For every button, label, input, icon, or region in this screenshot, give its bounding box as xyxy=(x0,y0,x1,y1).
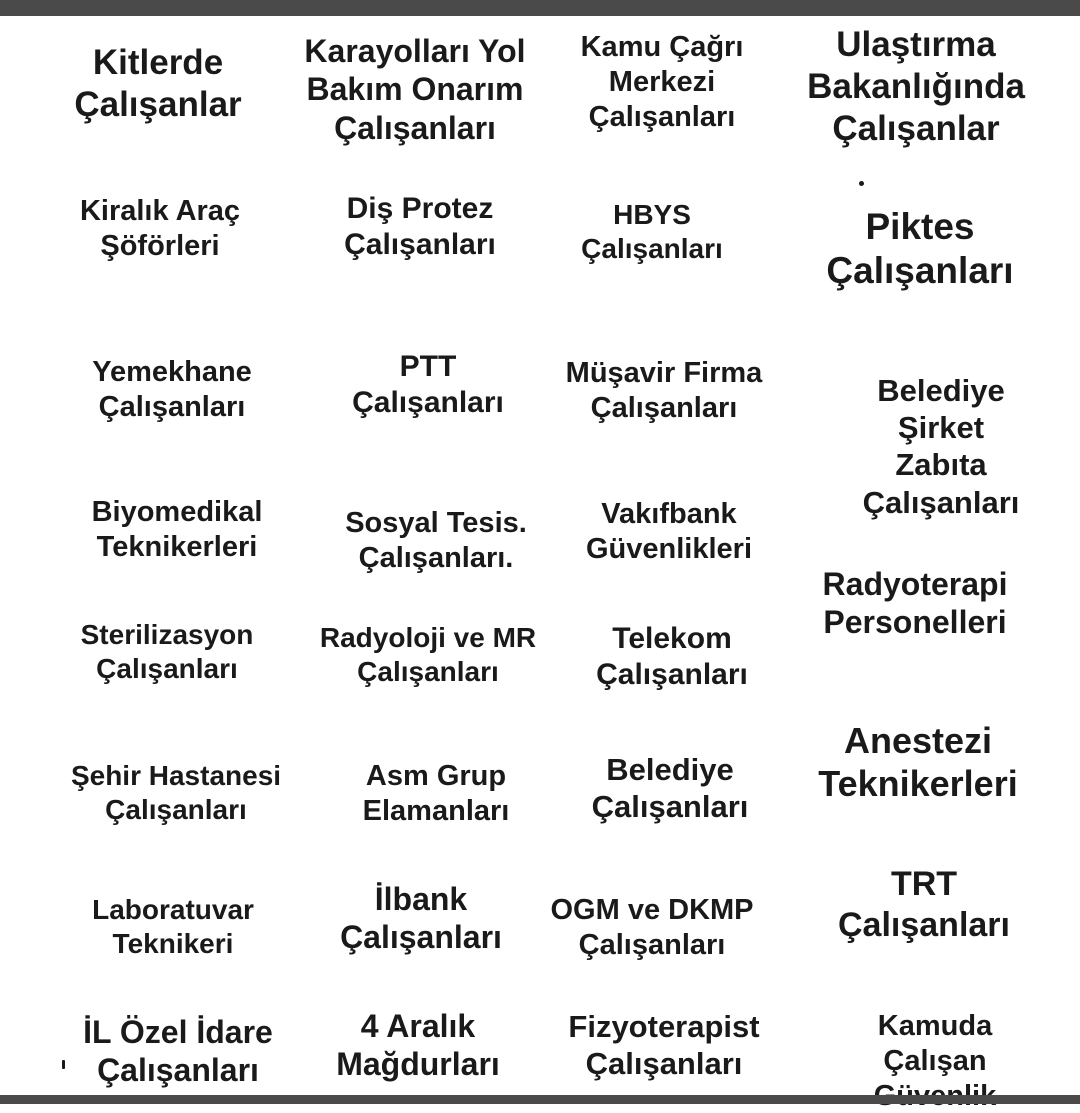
label-karayollari: Karayolları Yol Bakım Onarım Çalışanları xyxy=(304,33,526,146)
label-radyoloji: Radyoloji ve MR Çalışanları xyxy=(319,622,537,687)
label-belediye-sirket: Belediye Şirket Zabıta Çalışanları xyxy=(862,373,1020,520)
label-fizyoterapist: Fizyoterapist Çalışanları xyxy=(568,1009,760,1082)
label-sehir-hastanesi: Şehir Hastanesi Çalışanları xyxy=(70,760,282,825)
label-hbys: HBYS Çalışanları xyxy=(581,199,723,264)
label-kitlerde: Kitlerde Çalışanlar xyxy=(74,43,242,124)
label-piktes: Piktes Çalışanları xyxy=(826,206,1014,292)
label-kamuda-calisan: Kamuda Çalışan xyxy=(877,1010,993,1077)
label-dis-protez: Diş Protez Çalışanları xyxy=(344,192,496,261)
decorative-dot xyxy=(859,181,864,186)
top-border xyxy=(0,0,1080,16)
label-asm-grup: Asm Grup Elamanları xyxy=(362,760,510,827)
label-ogm-dkmp: OGM ve DKMP Çalışanları xyxy=(550,894,754,961)
label-sosyal-tesis: Sosyal Tesis. Çalışanları. xyxy=(345,507,527,574)
label-4-aralik: 4 Aralık Mağdurları xyxy=(336,1008,500,1083)
label-laboratuvar: Laboratuvar Teknikeri xyxy=(92,894,254,959)
label-trt: TRT Çalışanları xyxy=(838,865,1010,944)
bottom-border xyxy=(0,1095,1080,1104)
label-ilbank: İlbank Çalışanları xyxy=(340,881,502,956)
label-biyomedikal: Biyomedikal Teknikerleri xyxy=(91,496,263,563)
decorative-mark xyxy=(62,1060,65,1069)
label-ulastirma: Ulaştırma Bakanlığında Çalışanlar xyxy=(807,25,1025,148)
label-musavir-firma: Müşavir Firma Çalışanları xyxy=(565,357,763,424)
label-kamu-cagri: Kamu Çağrı Merkezi Çalışanları xyxy=(580,31,744,133)
label-ptt: PTT Çalışanları xyxy=(352,350,504,419)
label-il-ozel-idare: İL Özel İdare Çalışanları xyxy=(83,1014,273,1089)
label-telekom: Telekom Çalışanları xyxy=(596,622,748,691)
label-kiralik-arac: Kiralık Araç Şöförleri xyxy=(79,195,241,262)
label-radyoterapi: Radyoterapi Personelleri xyxy=(822,566,1008,641)
label-yemekhane: Yemekhane Çalışanları xyxy=(92,356,252,423)
label-anestezi: Anestezi Teknikerleri xyxy=(818,720,1018,805)
label-belediye: Belediye Çalışanları xyxy=(591,752,749,825)
label-vakifbank: Vakıfbank Güvenlikleri xyxy=(585,498,753,565)
label-sterilizasyon: Sterilizasyon Çalışanları xyxy=(80,619,254,684)
